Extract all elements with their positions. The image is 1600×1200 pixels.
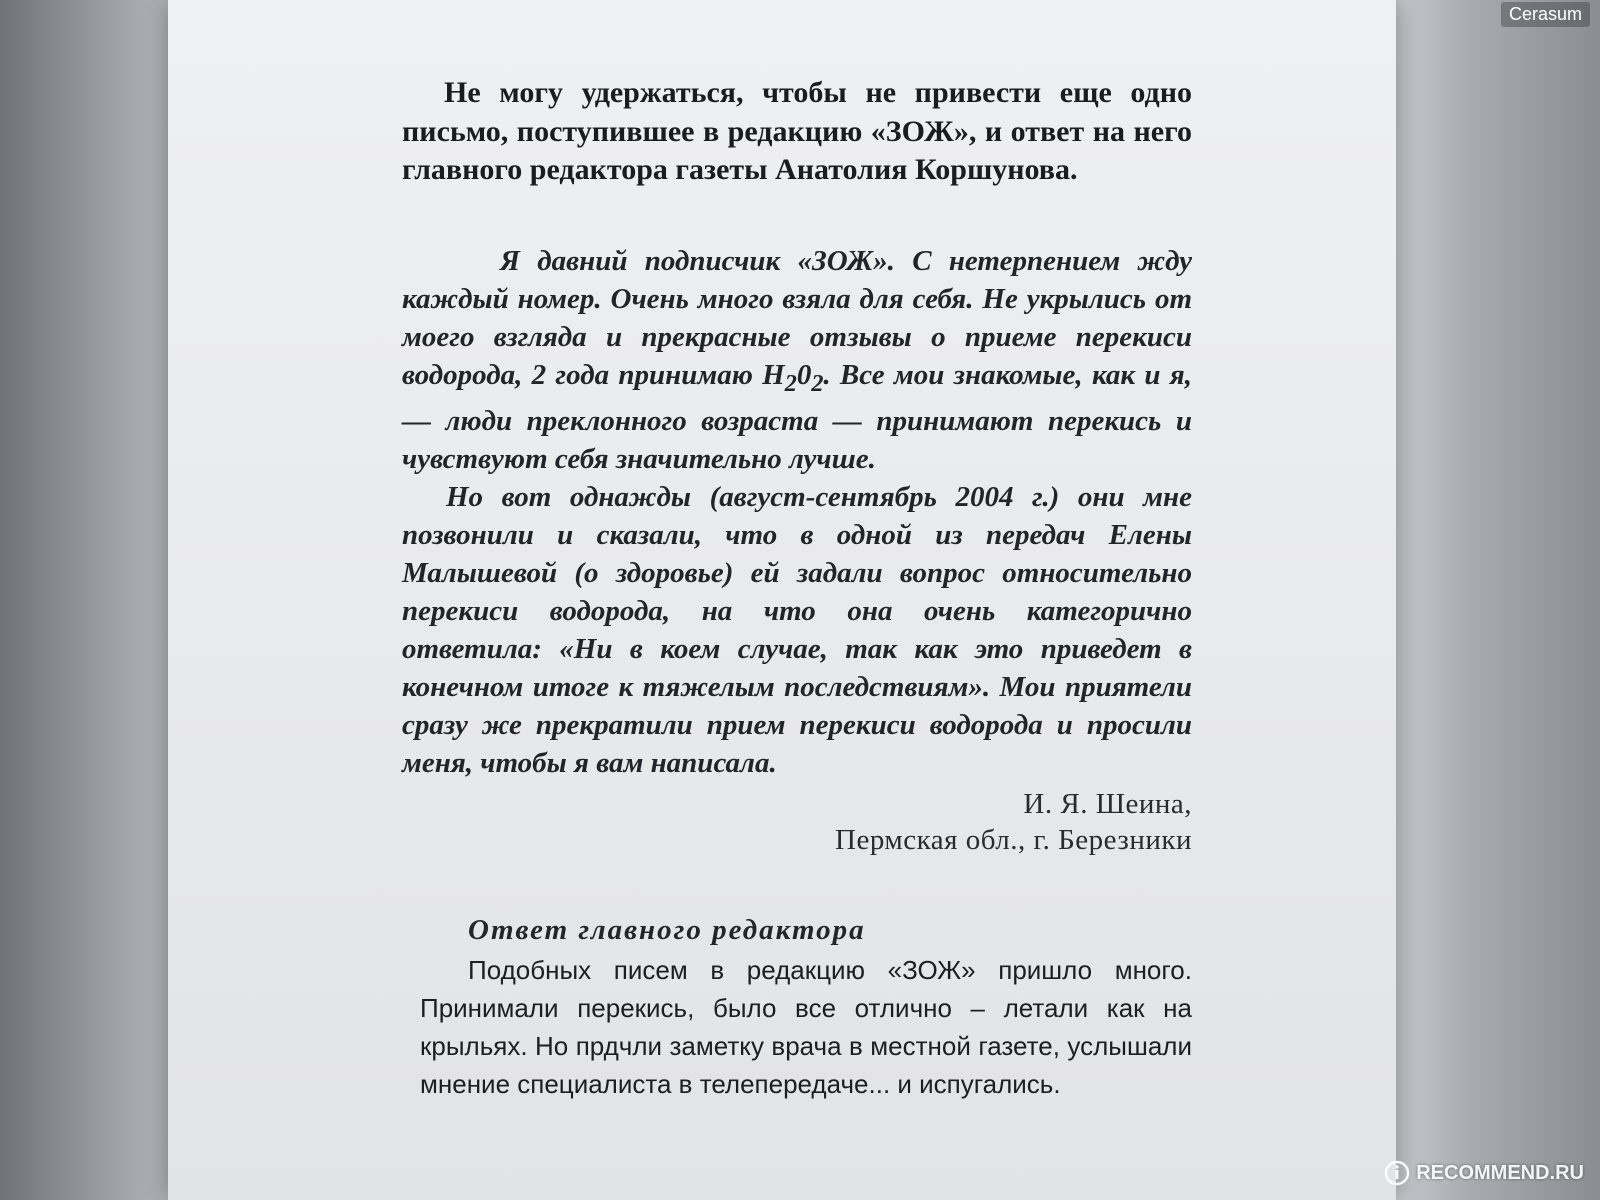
chemical-formula [762,358,824,397]
formula-h: H [762,358,785,391]
watermark-username: Cerasum [1501,2,1590,27]
letter-signature [402,786,1192,858]
watermark-site [1384,1160,1584,1186]
letter-text-after-formula: . Все мои знакомые, как и я, — люди преклонного возраста — принимают перекись и чувствуют себя значительно лучше. [402,358,1192,476]
letter-paragraph-2: Но вот однажды (август-сентябрь 2004 г.) они мне позвонили и сказали, что в одной из передач Елены Малышевой (о здоровье) ей задали вопрос относительно перекиси водорода, на что она очень категорично ответила: «Ни в коем случае, так как это приведет в конечном итоге к тяжелым последствиям». Мои приятели сразу же прекратили прием перекиси водорода и просили меня, чтобы я вам написала. [402,481,1192,780]
formula-o: 0 [796,358,812,391]
intro-paragraph: Не могу удержаться, чтобы не привести еще одно письмо, поступившее в редакцию «ЗОЖ», и ответ на него главного редактора газеты Анатолия Коршунова. [402,76,1192,186]
background-left [0,0,175,1200]
irecommend-logo-icon [1384,1160,1410,1186]
formula-sub-1: 2 [784,369,797,397]
signature-name: И. Я. Шеина, [1023,788,1192,821]
letter-text-before-formula: Я давний подписчик «ЗОЖ». С нетерпением жду каждый номер. Очень много взяла для себя. Не укрылись от моего взгляда и прекрасные отзывы о приеме перекиси водорода, 2 года принимаю [402,244,1192,391]
answer-paragraph: Подобных писем в редакцию «ЗОЖ» пришло много. Принимали перекись, было все отлично – летали как на крыльях. Но прдчли заметку врача в местной газете, услышали мнение специалиста в телепередаче... и испугались. [420,955,1192,1100]
reader-letter [402,242,1192,783]
formula-sub-2: 2 [811,369,824,397]
background-right [1390,0,1600,1200]
letter-paragraph-1 [402,242,1192,479]
signature-place: Пермская обл., г. Березники [835,824,1192,857]
answer-heading: Ответ главного редактора [468,914,866,947]
watermark-site-label: RECOMMEND.RU [1416,1161,1584,1184]
page-text-column [402,74,1192,1103]
